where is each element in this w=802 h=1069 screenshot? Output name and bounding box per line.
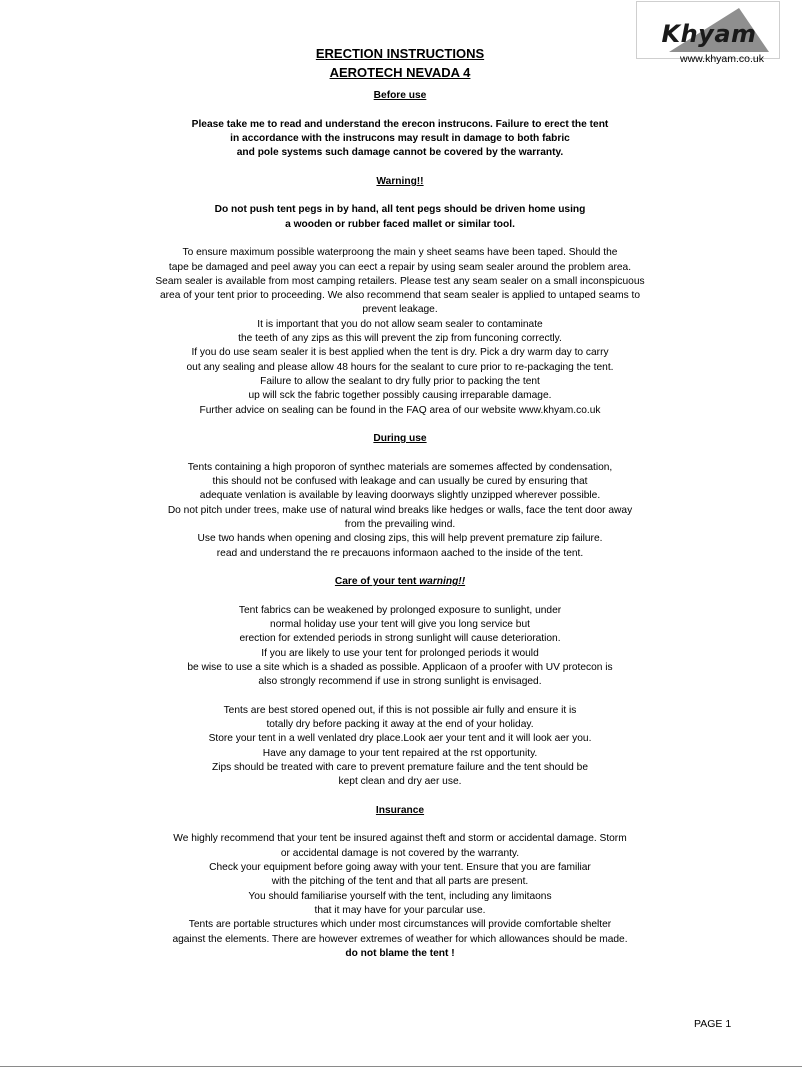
care-line: If you are likely to use your tent for prolonged periods it would xyxy=(261,647,539,659)
insurance-line: We highly recommend that your tent be insured against theft and storm or accidental damage. Storm xyxy=(173,833,627,845)
care-line: normal holiday use your tent will give you long service but xyxy=(270,618,530,630)
storage-line: Tents are best stored opened out, if this is not possible air fully and ensure it is xyxy=(223,704,577,716)
during-use-line: Tents containing a high proporon of synthec materials are somemes affected by condensation, xyxy=(187,461,613,473)
before-use-line: Please take me to read and understand the erecon instrucons. Failure to erect the tent xyxy=(191,118,609,130)
insurance-line: with the pitching of the tent and that all parts are present. xyxy=(271,876,529,888)
logo-website: www.khyam.co.uk xyxy=(679,53,765,65)
warning-line: To ensure maximum possible waterproong the main y sheet seams have been taped. Should the xyxy=(182,247,618,259)
storage-line: Zips should be treated with care to prevent premature failure and the tent should be xyxy=(211,761,589,773)
during-use-line: from the prevailing wind. xyxy=(344,518,456,530)
warning-bold-line: a wooden or rubber faced mallet or similar tool. xyxy=(285,218,515,230)
care-line: erection for extended periods in strong sunlight will cause deterioration. xyxy=(239,633,561,645)
insurance-line: against the elements. There are however extremes of weather for which allowances should be made. xyxy=(172,933,628,945)
care-line: be wise to use a site which is a shaded as possible. Applicaon of a proofer with UV protecon is xyxy=(187,661,613,673)
heading-insurance: Insurance xyxy=(375,804,425,816)
insurance-line: that it may have for your parcular use. xyxy=(314,904,486,916)
warning-line: up will sck the fabric together possibly causing irreparable damage. xyxy=(248,390,552,402)
page-number: PAGE 1 xyxy=(694,1018,732,1030)
insurance-line: Check your equipment before going away with your tent. Ensure that you are familiar xyxy=(209,862,591,874)
warning-line: out any sealing and please allow 48 hours for the sealant to cure prior to re-packaging the tent. xyxy=(186,361,614,373)
heading-warning: Warning!! xyxy=(376,175,424,187)
warning-line: area of your tent prior to proceeding. We also recommend that seam sealer is applied to untaped seams to xyxy=(159,290,641,302)
warning-line: prevent leakage. xyxy=(362,304,438,316)
warning-line: It is important that you do not allow seam sealer to contaminate xyxy=(257,318,543,330)
warning-line: If you do use seam sealer it is best applied when the tent is dry. Pick a dry warm day to carry xyxy=(191,347,609,359)
warning-line: Seam sealer is available from most camping retailers. Please test any seam sealer on a small inconspicuous xyxy=(155,275,645,287)
bottom-divider xyxy=(0,1066,802,1067)
product-title: AEROTECH NEVADA 4 xyxy=(329,65,471,80)
during-use-line: adequate venlation is available by leaving doorways slightly unzipped wherever possible. xyxy=(199,490,601,502)
before-use-line: and pole systems such damage cannot be covered by the warranty. xyxy=(236,147,564,159)
storage-line: totally dry before packing it away at the end of your holiday. xyxy=(266,719,534,731)
storage-line: Store your tent in a well venlated dry place.Look aer your tent and it will look aer you. xyxy=(208,733,592,745)
warning-line: Failure to allow the sealant to dry fully prior to packing the tent xyxy=(260,375,540,387)
during-use-line: read and understand the re precauons informaon aached to the inside of the tent. xyxy=(216,547,584,559)
during-use-line: Do not pitch under trees, make use of natural wind breaks like hedges or walls, face the tent door away xyxy=(167,504,633,516)
logo-wordmark: Khyam xyxy=(661,20,757,48)
document-title: ERECTION INSTRUCTIONS xyxy=(315,46,485,61)
storage-line: Have any damage to your tent repaired at the rst opportunity. xyxy=(262,747,538,759)
insurance-line: You should familiarise yourself with the tent, including any limitaons xyxy=(248,890,552,902)
heading-care xyxy=(120,575,680,589)
care-line: Tent fabrics can be weakened by prolonged exposure to sunlight, under xyxy=(238,604,562,616)
storage-line: kept clean and dry aer use. xyxy=(338,776,462,788)
during-use-line: Use two hands when opening and closing zips, this will help prevent premature zip failure. xyxy=(197,533,603,545)
insurance-line: or accidental damage is not covered by the warranty. xyxy=(280,847,520,859)
warning-bold-line: Do not push tent pegs in by hand, all tent pegs should be driven home using xyxy=(214,204,586,216)
care-heading-warning: warning!! xyxy=(419,576,466,588)
closing-note: do not blame the tent ! xyxy=(345,947,455,959)
during-use-line: this should not be confused with leakage and can usually be cured by ensuring that xyxy=(212,476,588,488)
heading-during-use: During use xyxy=(373,433,427,445)
warning-line: the teeth of any zips as this will prevent the zip from funconing correctly. xyxy=(238,333,562,345)
warning-line: Further advice on sealing can be found in the FAQ area of our website www.khyam.co.uk xyxy=(199,404,601,416)
instructions-document xyxy=(120,44,680,961)
heading-before-use: Before use xyxy=(373,90,427,101)
care-line: also strongly recommend if use in strong sunlight is envisaged. xyxy=(258,676,542,688)
insurance-line: Tents are portable structures which under most circumstances will provide comfortable shelter xyxy=(188,919,612,931)
before-use-line: in accordance with the instrucons may result in damage to both fabric xyxy=(230,132,570,144)
care-heading-text: Care of your tent xyxy=(334,576,420,588)
warning-line: tape be damaged and peel away you can eect a repair by using seam sealer around the problem area. xyxy=(168,261,632,273)
